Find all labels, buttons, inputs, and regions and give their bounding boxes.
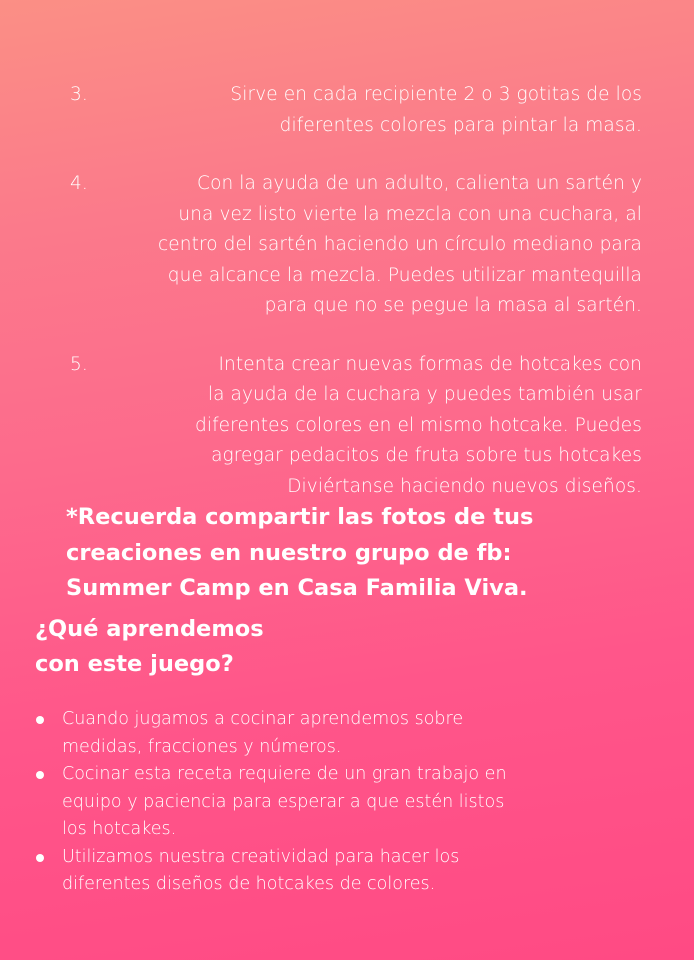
step-3	[70, 80, 642, 141]
list-item-line: diferentes diseños de hotcakes de colores.	[62, 874, 436, 894]
step-line: centro del sartén haciendo un círculo mediano para	[158, 234, 642, 255]
learn-list	[36, 706, 596, 899]
bullet-icon	[36, 854, 44, 862]
list-item-line: Utilizamos nuestra creatividad para hacer los	[62, 846, 460, 867]
step-line: la ayuda de la cuchara y puedes también usar	[207, 384, 642, 405]
step-number: 4.	[70, 173, 88, 194]
step-5	[70, 350, 642, 503]
bullet-icon	[36, 771, 44, 779]
list-item-line: Cocinar esta receta requiere de un gran trabajo en	[62, 764, 507, 784]
learn-heading	[35, 612, 435, 682]
step-line: Diviértanse haciendo nuevos diseños.	[287, 475, 642, 497]
learn-heading-line: ¿Qué aprendemos	[35, 616, 264, 642]
learn-heading-line: con este juego?	[35, 651, 234, 677]
list-item-line: Cuando jugamos a cocinar aprendemos sobre	[62, 709, 464, 729]
reminder-line: *Recuerda compartir las fotos de tus	[66, 504, 534, 530]
step-number: 5.	[70, 353, 88, 375]
step-line: una vez listo vierte la mezcla con una cuchara, al	[178, 203, 642, 225]
bullet-icon	[36, 716, 44, 724]
step-line: que alcance la mezcla. Puedes utilizar mantequilla	[167, 264, 642, 286]
list-item	[36, 844, 596, 899]
step-line: diferentes colores en el mismo hotcake. Puedes	[194, 414, 642, 436]
step-number: 3.	[70, 84, 88, 105]
list-item	[36, 761, 596, 844]
reminder-line: Summer Camp en Casa Familia Viva.	[66, 575, 528, 601]
step-line: Con la ayuda de un adulto, calienta un sartén y	[197, 173, 642, 194]
step-line: para que no se pegue la masa al sartén.	[264, 295, 642, 316]
step-line: agregar pedacitos de fruta sobre tus hotcakes	[211, 445, 642, 466]
list-item-line: los hotcakes.	[62, 819, 177, 839]
list-item-line: medidas, fracciones y números.	[62, 736, 342, 757]
list-item-line: equipo y paciencia para esperar a que estén listos	[62, 791, 505, 812]
share-reminder	[66, 500, 626, 607]
list-item	[36, 706, 596, 761]
step-line: Sirve en cada recipiente 2 o 3 gotitas de los	[230, 84, 642, 105]
step-line: diferentes colores para pintar la masa.	[279, 114, 642, 136]
instruction-steps	[70, 80, 642, 502]
reminder-line: creaciones en nuestro grupo de fb:	[66, 539, 512, 566]
step-line: Intenta crear nuevas formas de hotcakes con	[218, 353, 642, 375]
step-4	[70, 169, 642, 322]
